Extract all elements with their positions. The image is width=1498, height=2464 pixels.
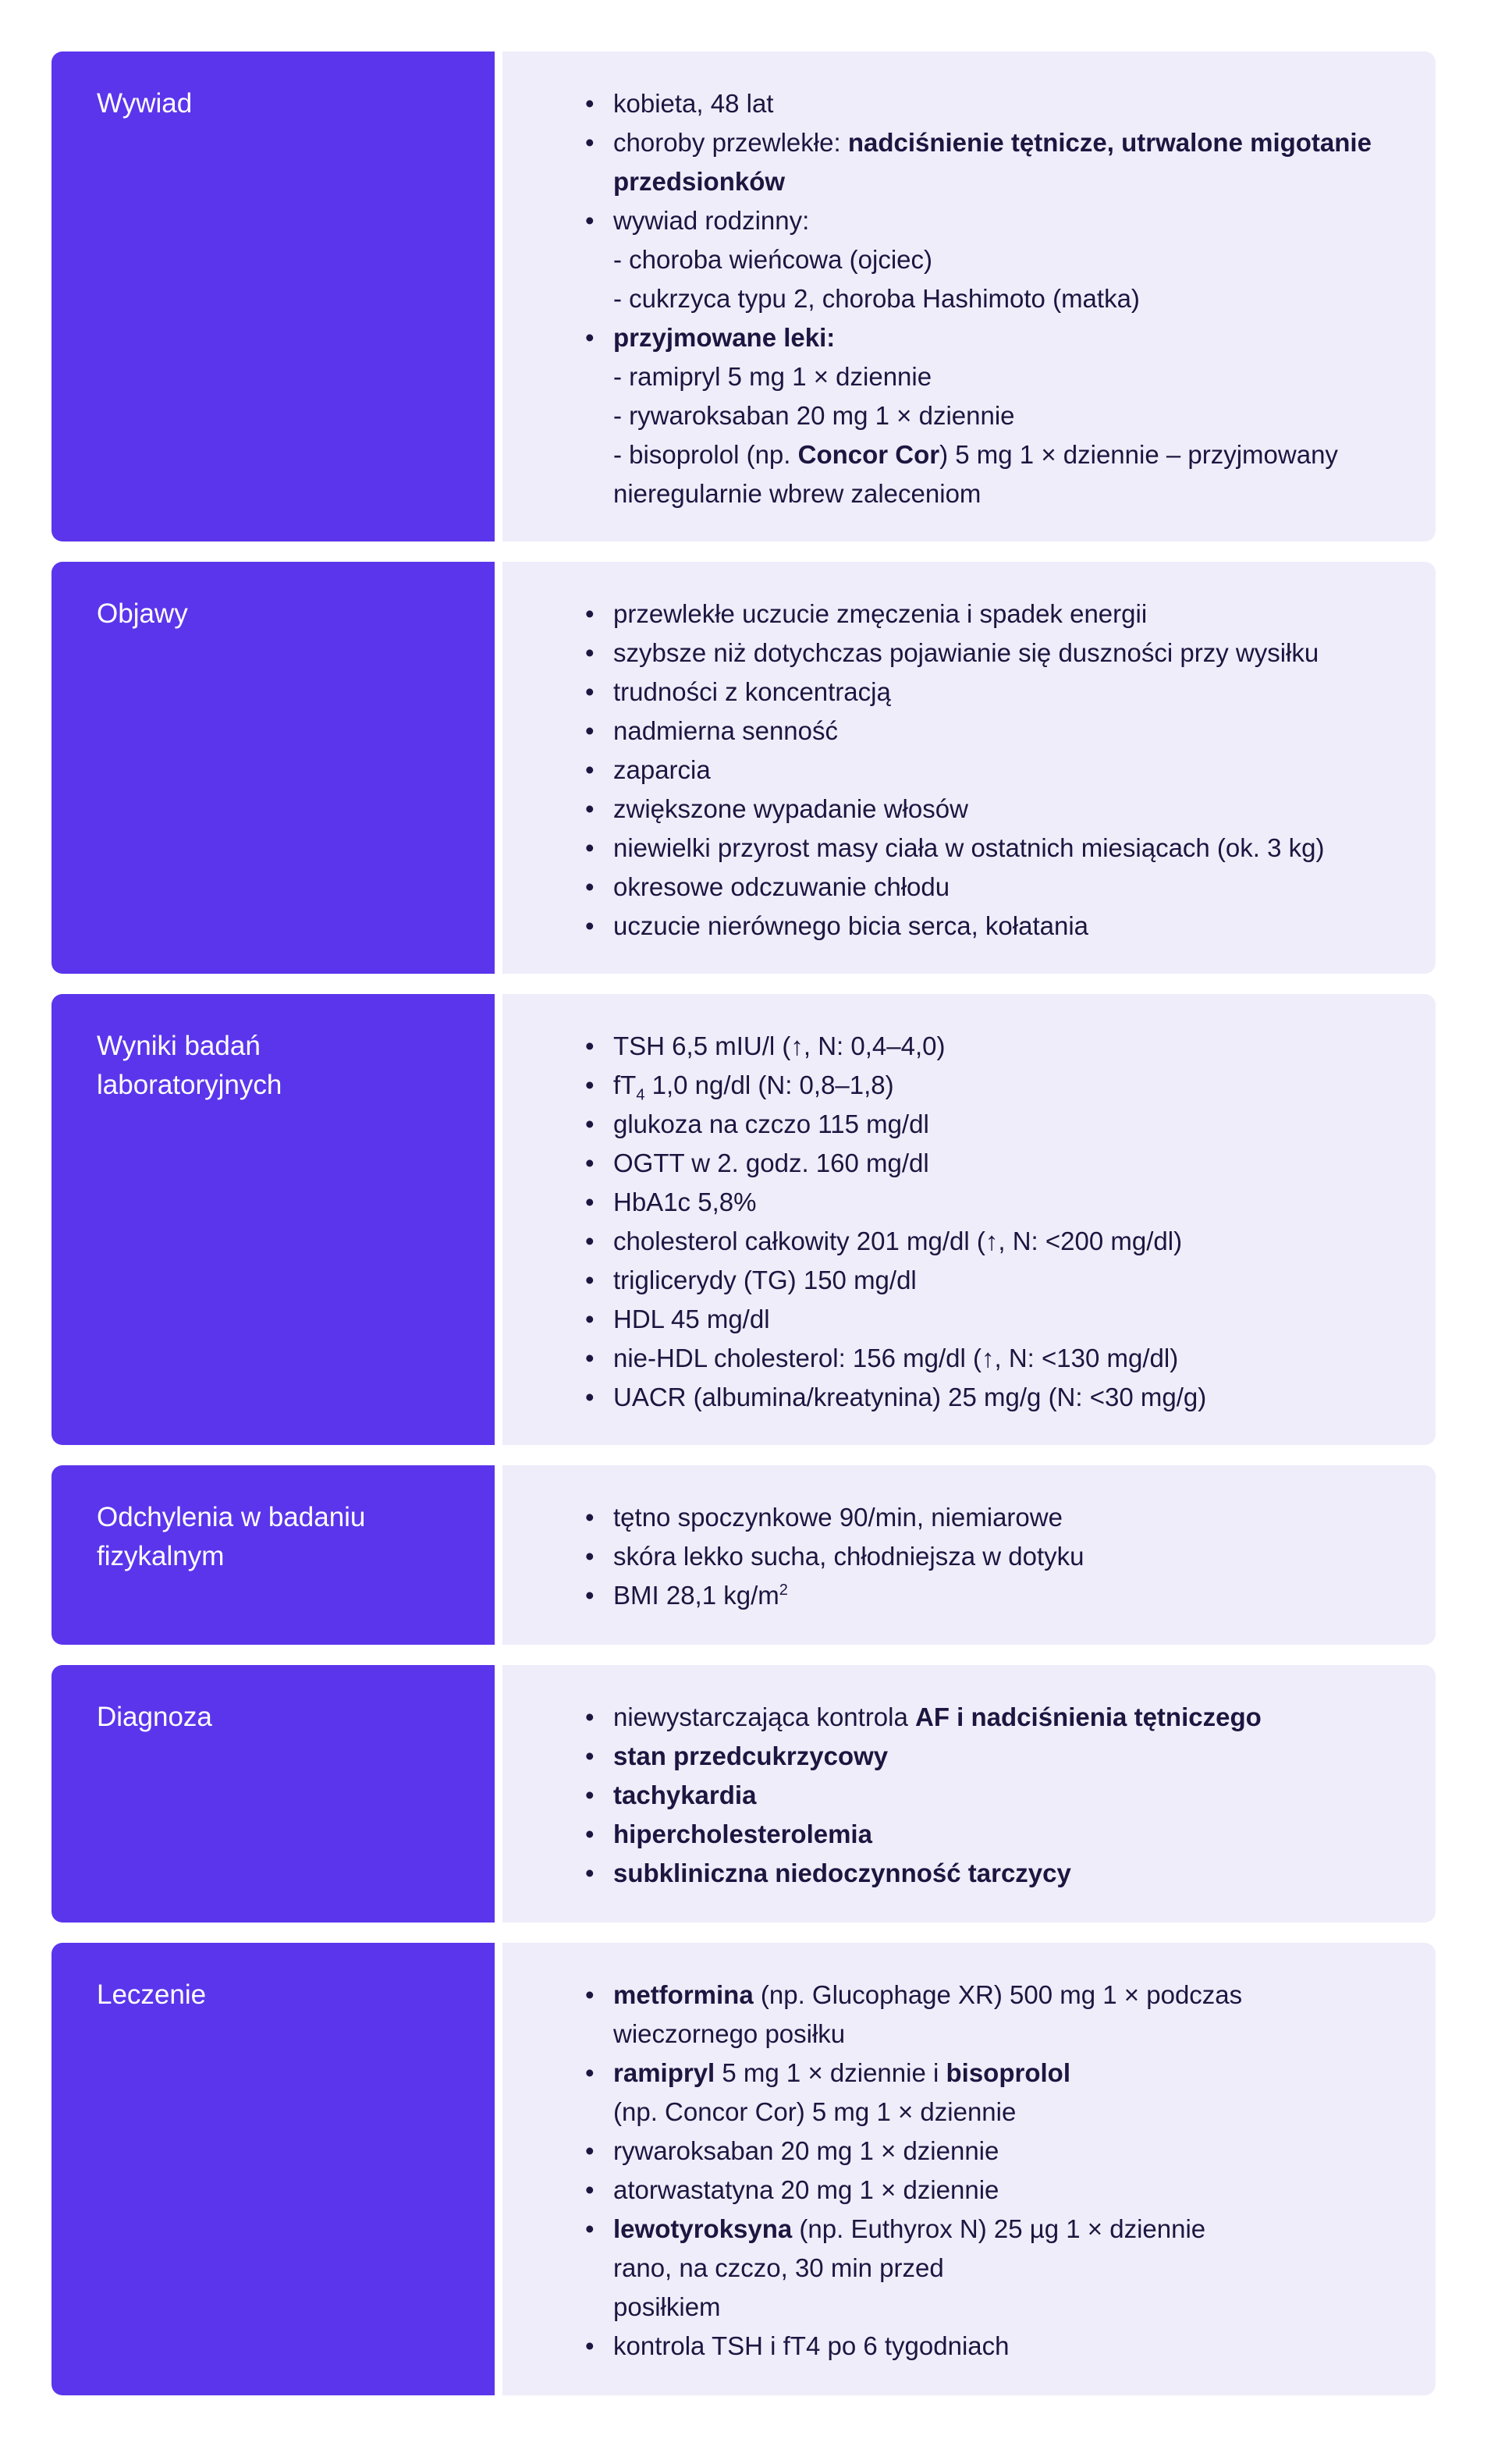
section-leczenie <box>51 1943 1436 2395</box>
list-item: • zaparcia <box>585 751 1389 790</box>
sub-item: - rywaroksaban 20 mg 1 × dziennie <box>613 401 1015 430</box>
section-content <box>502 1943 1436 2395</box>
list-item: • atorwastatyna 20 mg 1 × dziennie <box>585 2171 1389 2210</box>
list-item: • TSH 6,5 mIU/l (↑, N: 0,4–4,0) <box>585 1027 1389 1066</box>
list-item: • choroby przewlekłe: nadciśnienie tętnicze, utrwalone migotanie przedsionków <box>585 123 1389 201</box>
list-item: • okresowe odczuwanie chłodu <box>585 868 1389 907</box>
section-content <box>502 1665 1436 1923</box>
list-item: • ramipryl 5 mg 1 × dziennie i bisoprolol (np. Concor Cor) 5 mg 1 × dziennie <box>585 2054 1389 2132</box>
section-content <box>502 562 1436 974</box>
list-item: • subkliniczna niedoczynność tarczycy <box>585 1854 1389 1893</box>
list-item: • OGTT w 2. godz. 160 mg/dl <box>585 1144 1389 1183</box>
section-content <box>502 1465 1436 1645</box>
list-item: • stan przedcukrzycowy <box>585 1737 1389 1776</box>
sub-item: - choroba wieńcowa (ojciec) <box>613 245 933 274</box>
list-item: • HbA1c 5,8% <box>585 1183 1389 1222</box>
list-item: • wywiad rodzinny: - choroba wieńcowa (ojciec) - cukrzyca typu 2, choroba Hashimoto (matka) <box>585 201 1389 318</box>
list-item: • HDL 45 mg/dl <box>585 1300 1389 1339</box>
list-item: • nadmierna senność <box>585 712 1389 751</box>
section-label: Odchylenia w badaniu fizykalnym <box>51 1465 495 1645</box>
list-item: • szybsze niż dotychczas pojawianie się duszności przy wysiłku <box>585 634 1389 673</box>
section-content <box>502 51 1436 541</box>
list-item: • tętno spoczynkowe 90/min, niemiarowe <box>585 1498 1389 1537</box>
list-item: • zwiększone wypadanie włosów <box>585 790 1389 829</box>
list-item: • przyjmowane leki: - ramipryl 5 mg 1 × dziennie - rywaroksaban 20 mg 1 × dziennie - bisoprolol (np. Concor Cor) 5 mg 1 × dziennie – przyjmowany nieregularnie wbrew zaleceniom <box>585 318 1389 513</box>
list-item: • niewielki przyrost masy ciała w ostatnich miesiącach (ok. 3 kg) <box>585 829 1389 868</box>
list-item: • kobieta, 48 lat <box>585 84 1389 123</box>
section-label: Leczenie <box>51 1943 495 2395</box>
list-item: • nie-HDL cholesterol: 156 mg/dl (↑, N: <130 mg/dl) <box>585 1339 1389 1378</box>
list-item: • uczucie nierównego bicia serca, kołatania <box>585 907 1389 946</box>
list-item: • trudności z koncentracją <box>585 673 1389 712</box>
list-item: • kontrola TSH i fT4 po 6 tygodniach <box>585 2327 1389 2366</box>
section-odchylenia <box>51 1465 1436 1645</box>
list-item: • UACR (albumina/kreatynina) 25 mg/g (N: <30 mg/g) <box>585 1378 1389 1417</box>
section-label: Wywiad <box>51 51 495 541</box>
sub-item: - cukrzyca typu 2, choroba Hashimoto (matka) <box>613 284 1140 313</box>
section-content <box>502 994 1436 1445</box>
section-objawy <box>51 562 1436 974</box>
sub-item: - bisoprolol (np. Concor Cor) 5 mg 1 × dziennie – przyjmowany nieregularnie wbrew zaleceniom <box>613 440 1338 508</box>
section-diagnoza <box>51 1665 1436 1923</box>
list-item: • cholesterol całkowity 201 mg/dl (↑, N: <200 mg/dl) <box>585 1222 1389 1261</box>
list-item: • przewlekłe uczucie zmęczenia i spadek energii <box>585 595 1389 634</box>
list-item: • tachykardia <box>585 1776 1389 1815</box>
list-item: • triglicerydy (TG) 150 mg/dl <box>585 1261 1389 1300</box>
list-item: • skóra lekko sucha, chłodniejsza w dotyku <box>585 1537 1389 1576</box>
list-item: • rywaroksaban 20 mg 1 × dziennie <box>585 2132 1389 2171</box>
list-item: • niewystarczająca kontrola AF i nadciśnienia tętniczego <box>585 1698 1389 1737</box>
list-item: • lewotyroksyna (np. Euthyrox N) 25 µg 1 × dziennie rano, na czczo, 30 min przed posiłkiem <box>585 2210 1389 2327</box>
section-label: Wyniki badań laboratoryjnych <box>51 994 495 1445</box>
list-item: • BMI 28,1 $kg/m^2$ <box>585 1576 1389 1615</box>
list-item: • $fT_4$ 1,0 ng/dl (N: 0,8–1,8) <box>585 1066 1389 1105</box>
list-item: • glukoza na czczo 115 mg/dl <box>585 1105 1389 1144</box>
section-label: Diagnoza <box>51 1665 495 1923</box>
list-item: • hipercholesterolemia <box>585 1815 1389 1854</box>
section-label: Objawy <box>51 562 495 974</box>
list-item: • metformina (np. Glucophage XR) 500 mg 1 × podczas wieczornego posiłku <box>585 1976 1389 2054</box>
section-wywiad <box>51 51 1436 541</box>
section-wyniki <box>51 994 1436 1445</box>
sub-item: - ramipryl 5 mg 1 × dziennie <box>613 362 932 391</box>
